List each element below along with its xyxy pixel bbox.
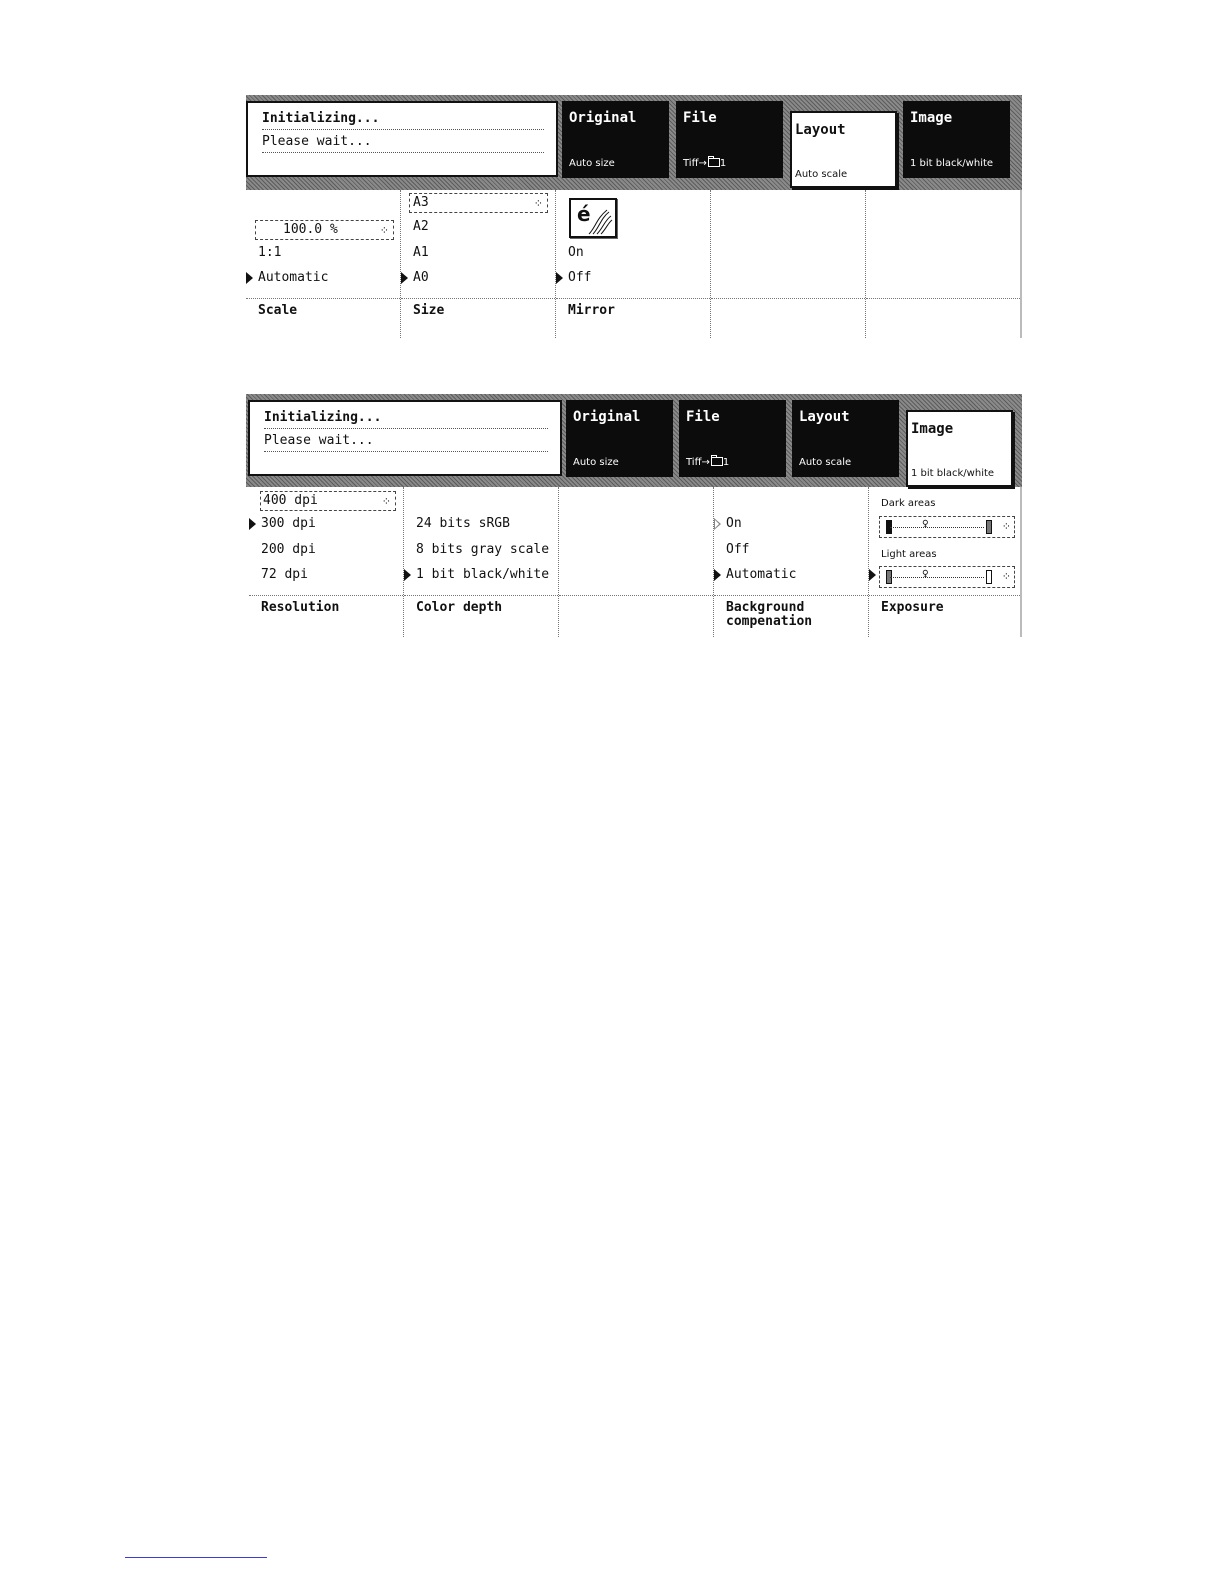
folder-number: 1 xyxy=(722,457,730,468)
tab-image-sub: 1 bit black/white xyxy=(911,468,995,479)
exposure-options xyxy=(869,487,1020,596)
slider-knob-icon[interactable]: ♀ xyxy=(922,567,929,580)
status-line-1: Initializing... xyxy=(264,410,548,429)
tab-file[interactable] xyxy=(676,101,783,178)
color-depth-option-8bit[interactable]: 8 bits gray scale xyxy=(416,542,550,557)
settings-grid xyxy=(246,487,1022,639)
exposure-column xyxy=(869,487,1022,637)
selected-marker-outline-icon xyxy=(714,518,721,530)
status-line-2: Please wait... xyxy=(262,130,544,153)
background-label-line2: compenation xyxy=(726,614,813,629)
resolution-value: 400 dpi xyxy=(263,493,318,508)
slider-max-icon xyxy=(986,520,992,534)
tab-layout[interactable] xyxy=(792,400,899,477)
size-label: Size xyxy=(413,303,445,318)
mirror-options xyxy=(556,190,710,299)
scale-options xyxy=(246,190,400,299)
tab-image-sub: 1 bit black/white xyxy=(910,158,994,169)
slider-knob-icon[interactable]: ♀ xyxy=(922,517,929,530)
arrow-icon: → xyxy=(698,158,707,169)
selected-marker-icon xyxy=(246,272,253,284)
arrows-icon: ⁘ xyxy=(1001,570,1011,583)
empty-column xyxy=(866,190,1022,338)
tab-layout-title: Layout xyxy=(799,409,850,425)
color-depth-label: Color depth xyxy=(416,600,503,615)
tab-layout-sub: Auto scale xyxy=(795,169,848,180)
selected-marker-icon xyxy=(404,569,411,581)
size-options xyxy=(401,190,555,299)
color-depth-option-24bit[interactable]: 24 bits sRGB xyxy=(416,516,510,531)
arrows-icon: ⁘ xyxy=(533,197,543,210)
scale-value: 100.0 % xyxy=(283,222,338,237)
file-format: Tiff xyxy=(686,457,702,468)
color-depth-options xyxy=(404,487,558,596)
selected-marker-icon xyxy=(714,569,721,581)
background-options xyxy=(714,487,868,596)
tab-layout[interactable] xyxy=(790,111,897,188)
tab-layout-sub: Auto scale xyxy=(799,457,852,468)
mirror-glyph: é xyxy=(577,202,591,226)
mirror-wave-icon xyxy=(571,200,615,236)
empty-options xyxy=(559,487,713,596)
tab-image[interactable] xyxy=(906,410,1013,487)
status-line-1: Initializing... xyxy=(262,111,544,130)
mirror-option-on[interactable]: On xyxy=(568,245,584,260)
settings-grid xyxy=(246,190,1022,338)
panel-header xyxy=(246,394,1022,487)
tab-original-title: Original xyxy=(569,110,637,126)
selected-marker-icon xyxy=(869,569,876,581)
mirror-icon[interactable] xyxy=(569,198,617,238)
size-option-a0[interactable]: A0 xyxy=(413,270,429,285)
size-value: A3 xyxy=(413,195,429,210)
background-label-line1: Background xyxy=(726,600,805,615)
tab-original-sub: Auto size xyxy=(573,457,619,468)
size-option-a1[interactable]: A1 xyxy=(413,245,429,260)
color-depth-option-1bit[interactable]: 1 bit black/white xyxy=(416,567,550,582)
empty-options xyxy=(711,190,865,299)
resolution-option-200[interactable]: 200 dpi xyxy=(261,542,316,557)
status-box xyxy=(248,400,562,476)
exposure-label: Exposure xyxy=(881,600,944,615)
layout-panel xyxy=(246,95,1022,338)
background-option-on[interactable]: On xyxy=(726,516,742,531)
tab-original-sub: Auto size xyxy=(569,158,615,169)
light-areas-label: Light areas xyxy=(881,549,937,560)
scale-option-1-1[interactable]: 1:1 xyxy=(258,245,282,260)
dark-areas-slider[interactable] xyxy=(879,516,1015,538)
tab-layout-title: Layout xyxy=(795,122,846,138)
empty-column xyxy=(559,487,714,637)
footnote-divider xyxy=(125,1557,267,1558)
tab-original[interactable] xyxy=(562,101,669,178)
arrows-icon: ⁘ xyxy=(379,224,389,237)
dark-areas-label: Dark areas xyxy=(881,498,936,509)
empty-options xyxy=(866,190,1020,299)
selected-marker-icon xyxy=(249,518,256,530)
background-option-automatic[interactable]: Automatic xyxy=(726,567,797,582)
folder-number: 1 xyxy=(719,158,727,169)
tab-image-title: Image xyxy=(910,110,953,126)
tab-image-title: Image xyxy=(911,421,954,437)
resolution-value-field[interactable] xyxy=(260,491,396,511)
resolution-option-72[interactable]: 72 dpi xyxy=(261,567,308,582)
background-label xyxy=(726,601,812,629)
arrow-icon: → xyxy=(701,457,710,468)
mirror-label: Mirror xyxy=(568,303,615,318)
resolution-label: Resolution xyxy=(261,600,340,615)
resolution-options xyxy=(249,487,403,596)
slider-track xyxy=(890,577,984,578)
arrows-icon: ⁘ xyxy=(381,495,391,508)
status-box xyxy=(246,101,558,177)
tab-file[interactable] xyxy=(679,400,786,477)
selected-marker-icon xyxy=(556,272,563,284)
color-depth-column xyxy=(404,487,559,637)
slider-max-icon xyxy=(986,570,992,584)
image-panel xyxy=(246,394,1022,639)
tab-original[interactable] xyxy=(566,400,673,477)
status-line-2: Please wait... xyxy=(264,429,548,452)
scale-label: Scale xyxy=(258,303,298,318)
empty-column xyxy=(711,190,866,338)
scale-option-automatic[interactable]: Automatic xyxy=(258,270,329,285)
tab-file-title: File xyxy=(686,409,720,425)
slider-track xyxy=(890,527,984,528)
background-option-off[interactable]: Off xyxy=(726,542,750,557)
resolution-option-300[interactable]: 300 dpi xyxy=(261,516,316,531)
mirror-column xyxy=(556,190,711,338)
folder-icon xyxy=(708,158,720,167)
scale-column xyxy=(246,190,401,338)
file-format: Tiff xyxy=(683,158,699,169)
panel-header xyxy=(246,95,1022,190)
tab-file-title: File xyxy=(683,110,717,126)
resolution-column xyxy=(249,487,404,637)
tab-file-sub xyxy=(686,457,729,469)
size-value-field[interactable] xyxy=(409,193,548,213)
folder-icon xyxy=(711,457,723,466)
tab-image[interactable] xyxy=(903,101,1010,178)
size-column xyxy=(401,190,556,338)
light-areas-slider[interactable] xyxy=(879,566,1015,588)
background-column xyxy=(714,487,869,637)
tab-original-title: Original xyxy=(573,409,641,425)
selected-marker-icon xyxy=(401,272,408,284)
size-option-a2[interactable]: A2 xyxy=(413,219,429,234)
arrows-icon: ⁘ xyxy=(1001,520,1011,533)
mirror-option-off[interactable]: Off xyxy=(568,270,592,285)
scale-value-field[interactable] xyxy=(255,220,394,240)
tab-file-sub xyxy=(683,158,726,170)
